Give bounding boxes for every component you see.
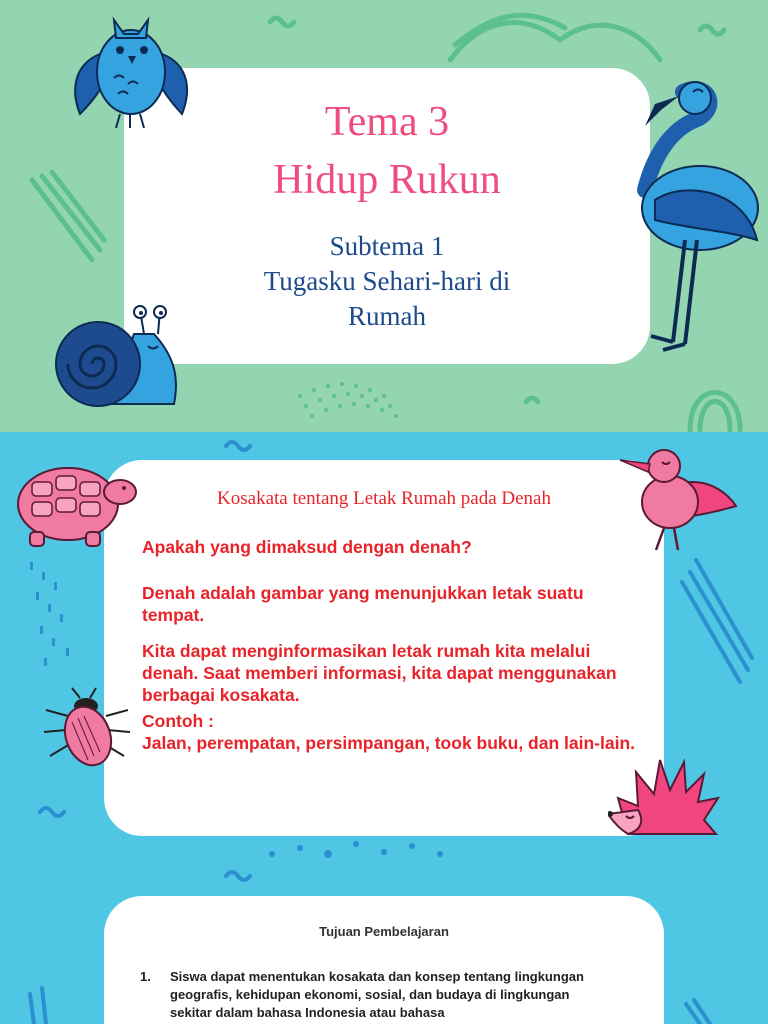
question-text: Apakah yang dimaksud dengan denah? (142, 537, 472, 557)
slide-objectives (0, 864, 768, 1024)
hedgehog-icon (608, 754, 720, 844)
title-card (124, 68, 650, 364)
objective-text: Siswa dapat menentukan kosakata dan konsep tentang lingkungan geografis, kehidupan ekonomi, sosial, dan budaya di lingkungan sekitar dalam bahasa Indonesia atau bahasa (170, 969, 584, 1020)
owl-icon (70, 14, 192, 132)
bird-icon (616, 446, 740, 554)
objectives-card (104, 896, 664, 1024)
title-line-2: Hidup Rukun (273, 157, 501, 203)
example-label: Contoh : (142, 711, 214, 731)
title-line-1: Tema 3 (324, 99, 450, 145)
vocabulary-heading: Kosakata tentang Letak Rumah pada Denah (217, 488, 551, 509)
beetle-icon (42, 686, 132, 774)
flamingo-icon (615, 80, 765, 355)
definition-text: Denah adalah gambar yang menunjukkan letak suatu tempat. (142, 583, 584, 625)
example-text: Jalan, perempatan, persimpangan, took buku, dan lain-lain. (142, 733, 636, 753)
subtitle-line-3: Rumah (348, 301, 426, 331)
turtle-icon (10, 456, 138, 548)
vocabulary-card (104, 460, 664, 836)
slide-vocabulary (0, 432, 768, 864)
slide-title (0, 0, 768, 432)
paragraph-text: Kita dapat menginformasikan letak rumah kita melalui denah. Saat memberi informasi, kita dapat menggunakan berbagai kosakata. (142, 641, 617, 705)
objectives-heading: Tujuan Pembelajaran (319, 924, 449, 939)
subtitle-line-1: Subtema 1 (329, 231, 445, 261)
snail-icon (54, 304, 186, 408)
subtitle-line-2: Tugasku Sehari-hari di (263, 266, 511, 296)
objective-number: 1. (140, 969, 151, 984)
